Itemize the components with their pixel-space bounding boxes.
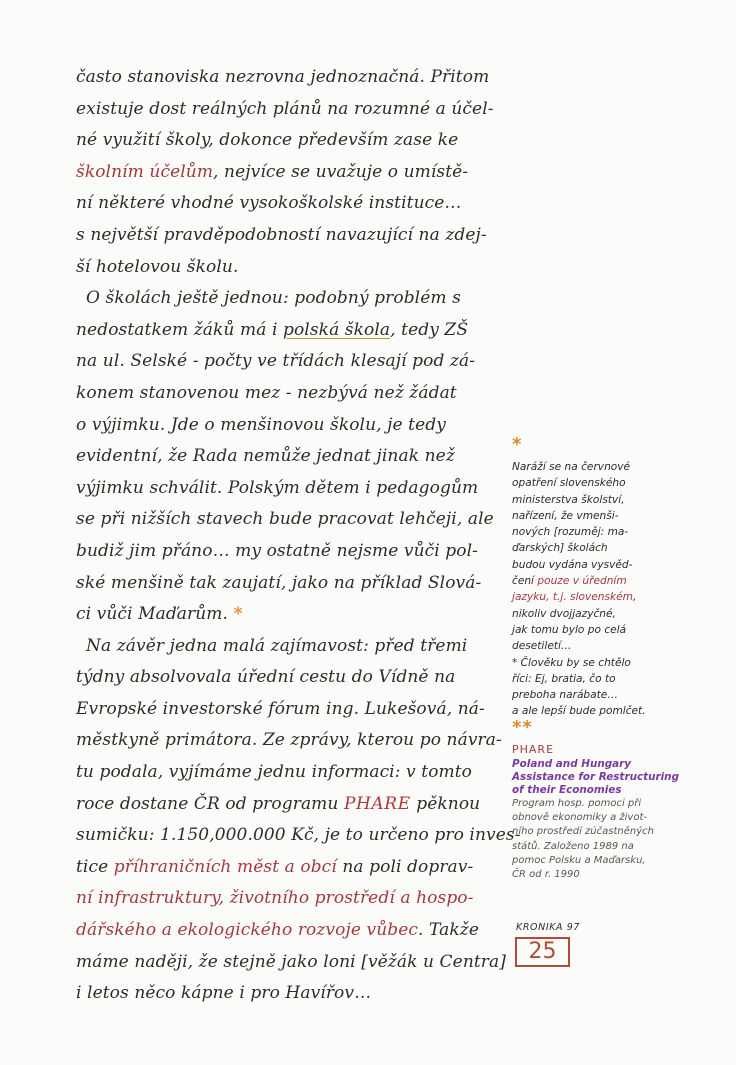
text-line: týdny absolvovala úřední cestu do Vídně na	[76, 667, 456, 688]
text-line: ší hotelovou školu.	[76, 256, 239, 277]
note-line: ďarských] školách	[512, 542, 608, 555]
footnote-star-icon: *	[512, 434, 523, 455]
underlined-phrase: polská škola	[282, 319, 391, 340]
phare-title: PHARE	[512, 742, 555, 756]
text-line: O školách ještě jednou: podobný problém s	[86, 288, 461, 309]
main-text	[76, 62, 521, 1010]
sidebar-notes	[512, 434, 692, 882]
text-line: dářského a ekologického rozvoje vůbec. Takže	[76, 920, 480, 941]
text-line: budiž jim přáno… my ostatně nejsme vůči pol-	[76, 540, 478, 561]
text-line: školním účelům, nejvíce se uvažuje o umístě-	[76, 161, 469, 182]
text-line: evidentní, že Rada nemůže jednat jinak než	[76, 446, 455, 467]
note-line: budou vydána vysvěd-	[512, 558, 633, 571]
text-line: ské menšině tak zaujatí, jako na příklad Slová-	[76, 572, 482, 593]
highlight-phrase: dářského a ekologického rozvoje vůbec	[76, 920, 419, 941]
note-line: nikoliv dvojjazyčné,	[512, 607, 616, 620]
text-line: tice příhraničních měst a obcí na poli doprav-	[76, 856, 474, 877]
phare-expansion: Poland and Hungary Assistance for Restructuring of their Economies	[512, 758, 680, 797]
note-line: jak tomu bylo po celá	[512, 623, 627, 636]
text-line: Na závěr jedna malá zajímavost: před třemi	[86, 635, 468, 656]
double-star-icon: **	[512, 716, 533, 738]
kronika-label: KRONIKA 97	[516, 922, 581, 933]
note-line: nových [rozuměj: ma-	[512, 526, 629, 539]
text-line: často stanoviska nezrovna jednoznačná. Přitom	[76, 67, 490, 87]
text-line: máme naději, že stejně jako loni [věžák u Centra]	[76, 951, 506, 972]
note-line: říci: Ej, bratia, čo to	[512, 672, 616, 685]
text-line: se při nižších stavech bude pracovat lehčeji, ale	[76, 509, 494, 530]
note-line: * Člověku by se chtělo	[512, 656, 631, 669]
text-line: tu podala, vyjímáme jednu informaci: v tomto	[76, 762, 473, 783]
highlight-phrase: příhraničních měst a obcí	[113, 856, 337, 877]
text-line: ní některé vhodné vysokoškolské instituce…	[76, 193, 462, 214]
footnote-star-icon: *	[233, 604, 243, 625]
note-line: jazyku, t.j. slovenském,	[512, 591, 637, 604]
text-line: ní infrastruktury, životního prostředí a hospo-	[76, 888, 474, 909]
text-line: nedostatkem žáků má i polská škola, tedy ZŠ	[76, 319, 469, 340]
text-line: roce dostane ČR od programu PHARE pěknou	[76, 793, 481, 814]
text-line: sumičku: 1.150,000.000 Kč, je to určeno pro inves-	[76, 825, 521, 846]
text-line: ci vůči Maďarům. *	[76, 604, 243, 625]
note-line: Naráží se na červnové	[512, 461, 631, 473]
highlight-phrase: školním účelům	[76, 161, 214, 182]
note-line: opatření slovenského	[512, 477, 626, 490]
note-line: preboha narábate…	[512, 689, 618, 702]
page-number: 25	[515, 937, 570, 967]
note-line: a ale lepší bude pomlčet.	[512, 705, 646, 718]
text-line: né využití školy, dokonce především zase ke	[76, 130, 459, 151]
text-line: i letos něco kápne i pro Havířov…	[76, 983, 372, 1004]
text-line: Evropské investorské fórum ing. Lukešová, ná-	[76, 698, 485, 719]
note-line: čení pouze v úředním	[512, 575, 627, 588]
text-line: na ul. Selské - počty ve třídách klesají pod zá-	[76, 351, 476, 372]
text-line: výjimku schválit. Polským dětem i pedagogům	[76, 477, 479, 498]
text-line: existuje dost reálných plánů na rozumné a účel-	[76, 98, 494, 119]
text-line: městkyně primátora. Ze zprávy, kterou po návra-	[76, 730, 502, 751]
phare-note: Program hosp. pomoci při obnově ekonomiky a život- ního prostředí zúčastněných států. Založeno 1989 na pomoc Polsku a Maďarsku, ČR od r. 1990	[512, 798, 654, 880]
note-line: nařízení, že vmenši-	[512, 509, 619, 522]
phare-highlight: PHARE	[343, 793, 411, 814]
text-line: konem stanovenou mez - nezbývá než žádat	[76, 382, 457, 403]
text-line: s největší pravděpodobností navazující na zdej-	[76, 224, 487, 245]
note-line: desetiletí…	[512, 640, 572, 653]
text-line: o výjimku. Jde o menšinovou školu, je tedy	[76, 414, 446, 435]
note-line: ministerstva školství,	[512, 493, 625, 506]
